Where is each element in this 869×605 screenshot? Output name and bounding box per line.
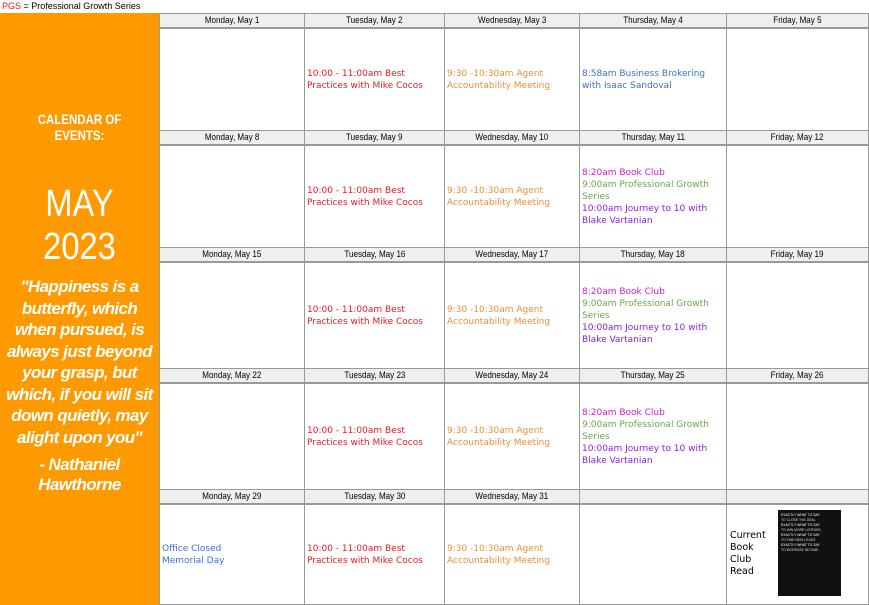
- day-header: [159, 13, 305, 28]
- day-header-label: Friday, May 12: [771, 132, 824, 143]
- book-cover-line: TO WIN MORE LISTINGS: [781, 528, 821, 532]
- event-entry[interactable]: 9:30 -10:30am Agent Accountability Meeting: [447, 304, 551, 327]
- day-header: [726, 489, 869, 504]
- day-header-label: Wednesday, May 17: [475, 249, 549, 260]
- event-entry[interactable]: 9:00am Professional Growth Series: [582, 179, 709, 202]
- event-entry[interactable]: 8:20am Book Club: [582, 167, 665, 178]
- book-club-label: Current Book Club Read: [730, 530, 766, 577]
- day-header-label: Monday, May 22: [202, 370, 262, 381]
- event-entry[interactable]: 9:30 -10:30am Agent Accountability Meeting: [447, 185, 551, 208]
- day-header: [579, 130, 727, 145]
- event-entry[interactable]: 10:00 - 11:00am Best Practices with Mike Cocos: [307, 304, 423, 327]
- day-cell[interactable]: [579, 145, 727, 248]
- event-entry[interactable]: 9:30 -10:30am Agent Accountability Meeting: [447, 425, 551, 448]
- event-entry[interactable]: 10:00 - 11:00am Best Practices with Mike Cocos: [307, 425, 423, 448]
- day-header-label: Tuesday, May 9: [346, 132, 403, 143]
- event-entry[interactable]: 10:00am Journey to 10 with Blake Vartanian: [582, 322, 708, 345]
- day-cell[interactable]: [304, 145, 445, 248]
- day-header: [444, 13, 580, 28]
- day-header-label: Wednesday, May 31: [475, 491, 549, 502]
- event-entry[interactable]: Office Closed Memorial Day: [162, 543, 225, 566]
- day-header-label: Tuesday, May 2: [346, 15, 403, 26]
- day-header-label: Thursday, May 4: [623, 15, 683, 26]
- day-header: [726, 247, 869, 262]
- book-cover-line: EXACTLY WHAT TO SAY: [781, 543, 820, 547]
- event-entry[interactable]: 9:00am Professional Growth Series: [582, 298, 709, 321]
- book-cover-line: TO CLOSE THE DEAL: [781, 518, 816, 522]
- event-entry[interactable]: 10:00 - 11:00am Best Practices with Mike Cocos: [307, 543, 423, 566]
- day-cell[interactable]: [726, 145, 869, 248]
- day-header-label: Thursday, May 25: [620, 370, 686, 381]
- day-header-label: Monday, May 29: [202, 491, 262, 502]
- event-entry[interactable]: 8:58am Business Brokering with Isaac Sandoval: [582, 68, 706, 91]
- day-header: [726, 130, 869, 145]
- day-header: [159, 130, 305, 145]
- book-cover-image: [778, 510, 841, 596]
- day-cell[interactable]: [304, 504, 445, 605]
- day-cell[interactable]: [304, 383, 445, 490]
- day-cell[interactable]: [159, 145, 305, 248]
- day-header: [304, 247, 445, 262]
- day-cell[interactable]: [159, 504, 305, 605]
- day-header: [444, 368, 580, 383]
- event-entry[interactable]: 8:20am Book Club: [582, 286, 665, 297]
- day-cell[interactable]: [444, 28, 580, 131]
- day-header-label: Wednesday, May 24: [475, 370, 549, 381]
- day-header: [579, 368, 727, 383]
- event-entry[interactable]: 8:20am Book Club: [582, 407, 665, 418]
- day-cell[interactable]: [579, 28, 727, 131]
- day-header: [444, 489, 580, 504]
- day-header-label: Thursday, May 11: [621, 132, 685, 143]
- event-entry[interactable]: 10:00am Journey to 10 with Blake Vartanian: [582, 203, 708, 226]
- day-header-label: Friday, May 5: [773, 15, 822, 26]
- day-header: [304, 130, 445, 145]
- day-header: [579, 247, 727, 262]
- day-header-label: Thursday, May 18: [620, 249, 686, 260]
- day-header-label: Monday, May 15: [202, 249, 262, 260]
- day-cell[interactable]: [444, 262, 580, 369]
- day-header: [444, 130, 580, 145]
- day-cell[interactable]: [159, 262, 305, 369]
- event-entry[interactable]: 10:00 - 11:00am Best Practices with Mike Cocos: [307, 68, 423, 91]
- event-entry[interactable]: 10:00 - 11:00am Best Practices with Mike Cocos: [307, 185, 423, 208]
- legend-abbr: PGS: [2, 1, 22, 11]
- event-entry[interactable]: 10:00am Journey to 10 with Blake Vartanian: [582, 443, 708, 466]
- day-header-label: Monday, May 8: [204, 132, 260, 143]
- month-title: MAY 2023: [43, 183, 116, 268]
- event-entry[interactable]: 9:30 -10:30am Agent Accountability Meeting: [447, 543, 551, 566]
- quote-author: - Nathaniel Hawthorne: [38, 455, 121, 494]
- event-entry[interactable]: 9:30 -10:30am Agent Accountability Meeting: [447, 68, 551, 91]
- day-cell[interactable]: [579, 504, 727, 605]
- day-cell[interactable]: [726, 504, 869, 605]
- day-cell[interactable]: [444, 504, 580, 605]
- event-entry[interactable]: 9:00am Professional Growth Series: [582, 419, 709, 442]
- day-cell[interactable]: [726, 28, 869, 131]
- book-cover-line: EXACTLY WHAT TO SAY: [781, 513, 820, 517]
- day-header: [159, 368, 305, 383]
- quote-text: "Happiness is a butterfly, which when pursued, is always just beyond your grasp, but which, if you will sit down quietly, may alight upon you": [6, 277, 153, 447]
- day-header: [726, 13, 869, 28]
- day-header: [304, 489, 445, 504]
- legend-text: = Professional Growth Series: [21, 1, 141, 11]
- day-header: [159, 247, 305, 262]
- book-cover-line: TO INCREASE INCOME: [781, 548, 819, 552]
- day-header: [726, 368, 869, 383]
- day-header: [444, 247, 580, 262]
- day-header-label: Friday, May 26: [771, 370, 824, 381]
- day-header: [579, 13, 727, 28]
- day-header-label: Tuesday, May 16: [343, 249, 406, 260]
- day-cell[interactable]: [579, 262, 727, 369]
- book-cover-line: TO FIND NEW LEADS: [781, 538, 816, 542]
- day-cell[interactable]: [304, 28, 445, 131]
- day-header: [159, 489, 305, 504]
- day-header-label: Friday, May 19: [771, 249, 824, 260]
- day-cell[interactable]: [726, 383, 869, 490]
- day-cell[interactable]: [726, 262, 869, 369]
- calendar-title: CALENDAR OF EVENTS:: [37, 111, 122, 143]
- day-cell[interactable]: [304, 262, 445, 369]
- day-cell[interactable]: [159, 28, 305, 131]
- day-header-label: Monday, May 1: [204, 15, 260, 26]
- day-header-label: Wednesday, May 10: [475, 132, 549, 143]
- day-cell[interactable]: [444, 145, 580, 248]
- day-header-label: Tuesday, May 30: [343, 491, 406, 502]
- day-header: [304, 368, 445, 383]
- day-cell[interactable]: [444, 383, 580, 490]
- day-header: [579, 489, 727, 504]
- day-header: [304, 13, 445, 28]
- book-cover-line: EXACTLY WHAT TO SAY: [781, 523, 820, 527]
- day-cell[interactable]: [579, 383, 727, 490]
- book-cover-line: EXACTLY WHAT TO SAY: [781, 533, 820, 537]
- day-cell[interactable]: [159, 383, 305, 490]
- sidebar: [0, 13, 159, 605]
- day-header-label: Tuesday, May 23: [343, 370, 406, 381]
- legend: [2, 0, 140, 12]
- day-header-label: Wednesday, May 3: [477, 15, 547, 26]
